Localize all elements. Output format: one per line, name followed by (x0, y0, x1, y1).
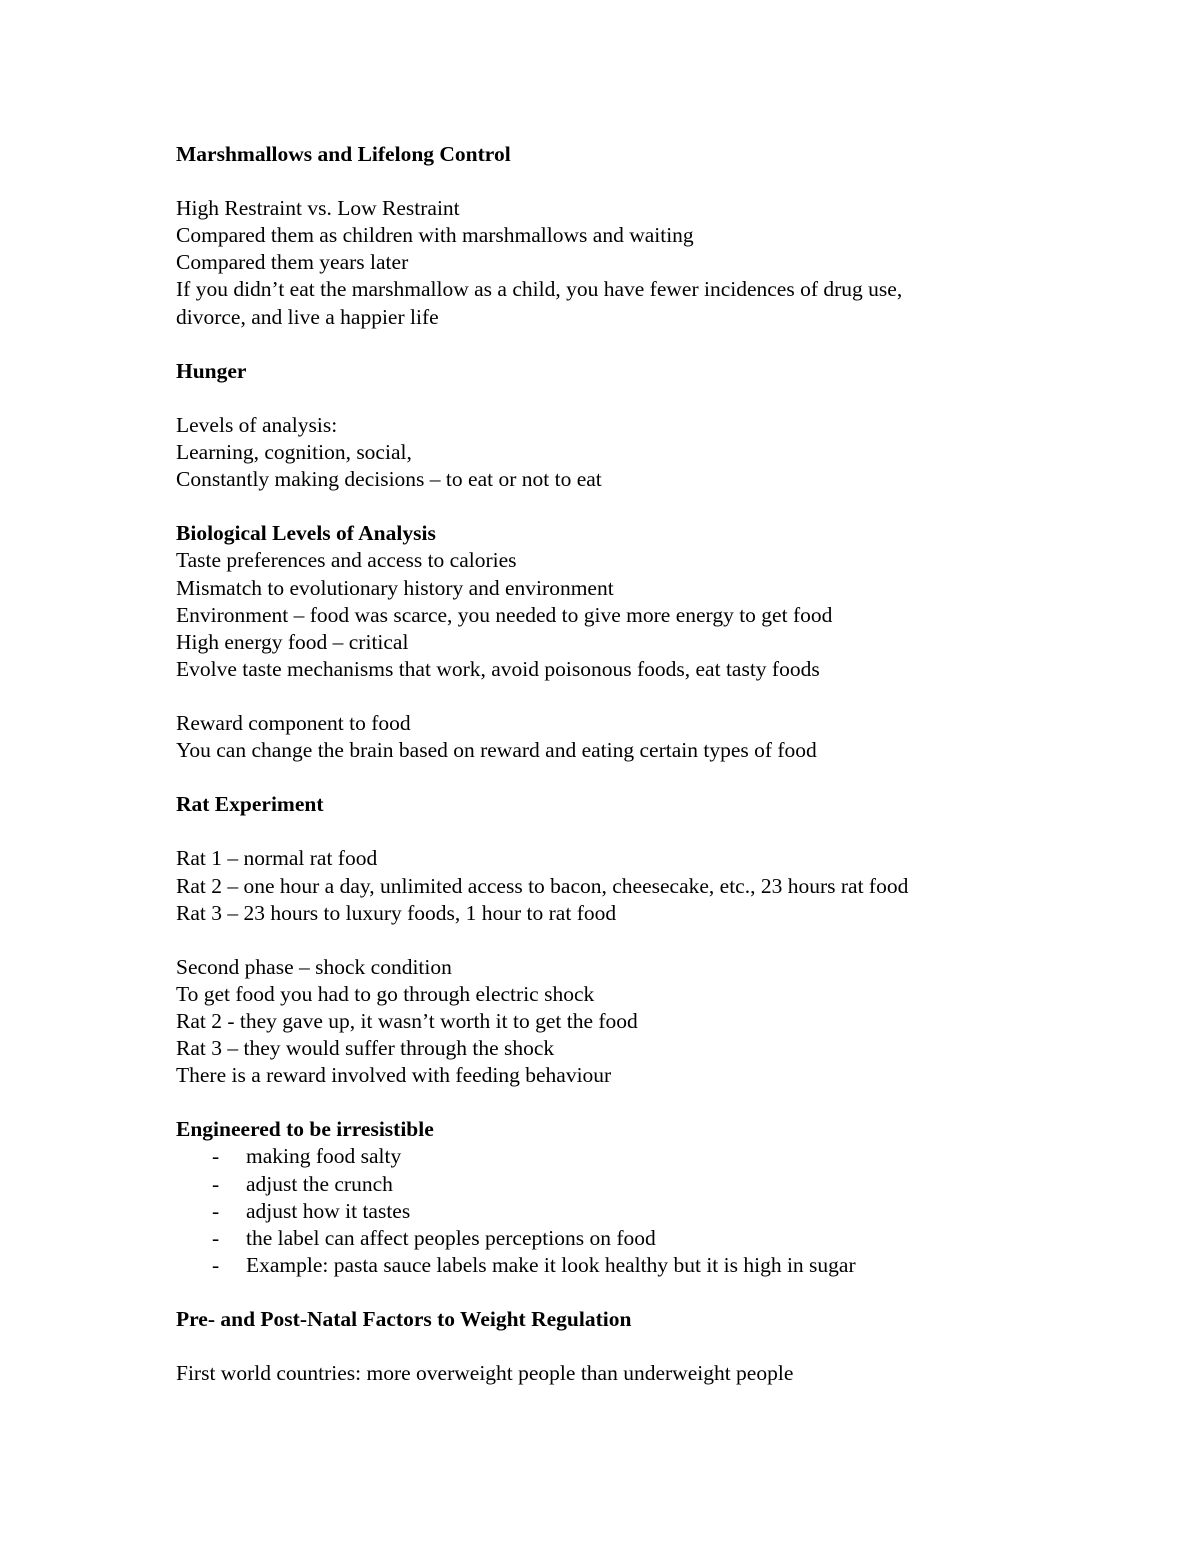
blank-line (176, 683, 1026, 710)
text-line: Levels of analysis: (176, 412, 338, 437)
section-heading-biological: Biological Levels of Analysis (176, 521, 436, 546)
bullet-item (176, 1252, 1026, 1279)
text-line: There is a reward involved with feeding behaviour (176, 1063, 612, 1088)
text-line: To get food you had to go through electric shock (176, 981, 595, 1006)
dash-marker: - (212, 1198, 220, 1223)
blank-line (176, 385, 1026, 412)
blank-line (176, 927, 1026, 954)
bullet-list (176, 1143, 1026, 1278)
text-line: Mismatch to evolutionary history and environment (176, 575, 614, 600)
dash-marker: - (212, 1171, 220, 1196)
bullet-text: the label can affect peoples perceptions on food (246, 1225, 656, 1250)
text-line: You can change the brain based on reward and eating certain types of food (176, 738, 817, 763)
section-heading-hunger: Hunger (176, 358, 247, 383)
bullet-text: adjust how it tastes (246, 1198, 411, 1223)
text-line: Taste preferences and access to calories (176, 548, 517, 573)
text-line: High energy food – critical (176, 629, 409, 654)
text-line: divorce, and live a happier life (176, 304, 439, 329)
text-line: Second phase – shock condition (176, 954, 452, 979)
bullet-item (176, 1171, 1026, 1198)
text-line: Rat 2 - they gave up, it wasn’t worth it to get the food (176, 1009, 638, 1033)
section-heading-engineered: Engineered to be irresistible (176, 1117, 434, 1142)
section-heading-rat-experiment: Rat Experiment (176, 792, 324, 817)
dash-marker: - (212, 1144, 220, 1169)
text-line: Rat 1 – normal rat food (176, 846, 378, 871)
text-line: Learning, cognition, social, (176, 440, 412, 465)
section-heading-marshmallows: Marshmallows and Lifelong Control (176, 142, 511, 166)
blank-line (176, 331, 1026, 358)
text-line: First world countries: more overweight people than underweight people (176, 1361, 794, 1386)
text-line: Rat 3 – they would suffer through the shock (176, 1036, 555, 1061)
bullet-text: adjust the crunch (246, 1171, 393, 1196)
text-line: If you didn’t eat the marshmallow as a child, you have fewer incidences of drug use, (176, 277, 903, 302)
dash-marker: - (212, 1225, 220, 1250)
text-line: Rat 3 – 23 hours to luxury foods, 1 hour to rat food (176, 900, 617, 925)
blank-line (176, 1089, 1026, 1116)
section-heading-natal-factors: Pre- and Post-Natal Factors to Weight Regulation (176, 1307, 632, 1332)
bullet-item (176, 1143, 1026, 1170)
bullet-text: Example: pasta sauce labels make it look healthy but it is high in sugar (246, 1252, 856, 1277)
blank-line (176, 818, 1026, 845)
blank-line (176, 764, 1026, 791)
blank-line (176, 1279, 1026, 1306)
bullet-text: making food salty (246, 1144, 402, 1169)
document-body (176, 141, 1026, 1387)
text-line: Compared them as children with marshmallows and waiting (176, 223, 694, 248)
text-line: Rat 2 – one hour a day, unlimited access to bacon, cheesecake, etc., 23 hours rat food (176, 873, 909, 898)
text-line: Constantly making decisions – to eat or not to eat (176, 467, 602, 492)
dash-marker: - (212, 1252, 220, 1277)
bullet-item (176, 1198, 1026, 1225)
text-line: Evolve taste mechanisms that work, avoid poisonous foods, eat tasty foods (176, 656, 820, 681)
bullet-item (176, 1225, 1026, 1252)
blank-line (176, 1333, 1026, 1360)
blank-line (176, 168, 1026, 195)
text-line: Reward component to food (176, 710, 411, 735)
text-line: Compared them years later (176, 250, 409, 275)
text-line: High Restraint vs. Low Restraint (176, 196, 460, 221)
text-line: Environment – food was scarce, you needed to give more energy to get food (176, 602, 833, 627)
blank-line (176, 493, 1026, 520)
